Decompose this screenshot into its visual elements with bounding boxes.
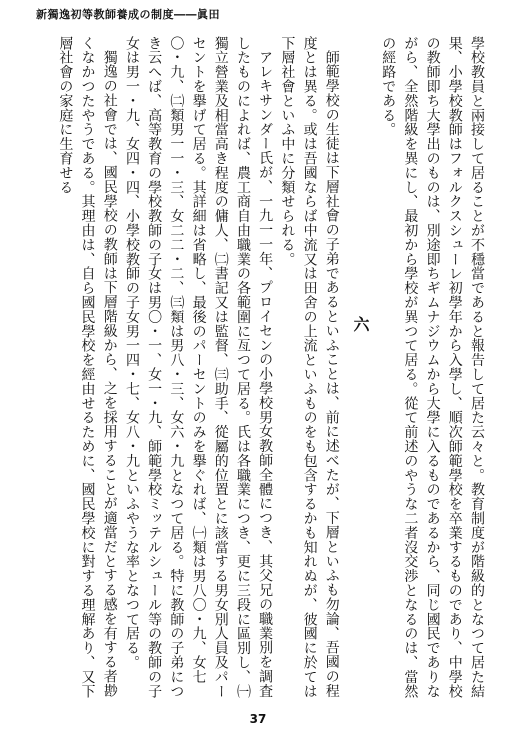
paragraph-continuation: 學校教員と兩接して居ることが不穩當であると報告して居た云々と。教育制度が階級的となつて居た結果、小學校教師はフォルクスシューレ初學年から入學し、順次師範學校を卒業するものであり、中學校の教師即ち大學出のものは、別途即ちギムナジウムから大學に入るものであるから、同じ國民でありながら、全然階級を異にし、最初から學校が異つて居る。從て前述のやうな二者沒交渉となるのは、當然の經路である。 xyxy=(380,36,485,699)
paragraph: アレキサンダー氏が、一九一一年、プロイセンの小學校男女教師全體につき、其父兄の職業別を調査したものによれば、農工商自由職業の各範圍に亙つて居る。氏は各職業につき、更に三段に區別し、㈠獨立營業及相當高き程度の傭人、㈡書記又は監督、㈢助手、從屬的位置とに該當する男女別人員及パーセントを擧げて居る。其詳細は省略し、最後のパーセントのみを擧ぐれば、㈠類は男八〇・九、女七〇・九、㈡類男一一・三、女二二・二、㈢類は男八・三、女六・九となつて居る。特に教師の子弟につき云へば、高等教育の學校教師の子女は男〇・一、女一・九、師範學校ミッテルシュール等の教師の子女は男一・九、女四・四、小學校教師の子女男一四・七、女八・九といふやうな率となつて居る。 xyxy=(123,36,274,699)
running-header: 新獨逸初等教師養成の制度――眞田 xyxy=(36,8,220,21)
paragraph: 師範學校の生徒は下層社會の子弟であるといふことは、前に述べたが、下層といふも勿論、吾國の程度とは異る。或は吾國ならば中流又は田舍の上流といふものをも包含するかも知れぬが、彼國に於ては下層社會といふ中に分類せられる。 xyxy=(279,36,340,699)
section-number: 六 xyxy=(350,316,370,333)
paragraph: 獨逸の社會では、國民學校の教師は下層階級から、之を採用することが適當だとする感を有する者尠くなかつたやうである。其理由は、自ら國民學校を經由せるために、國民學校に對する理解あり、又下層社會の家庭に生育せる xyxy=(57,36,118,699)
page-number: 37 xyxy=(249,712,267,726)
body-text-column xyxy=(34,36,488,706)
